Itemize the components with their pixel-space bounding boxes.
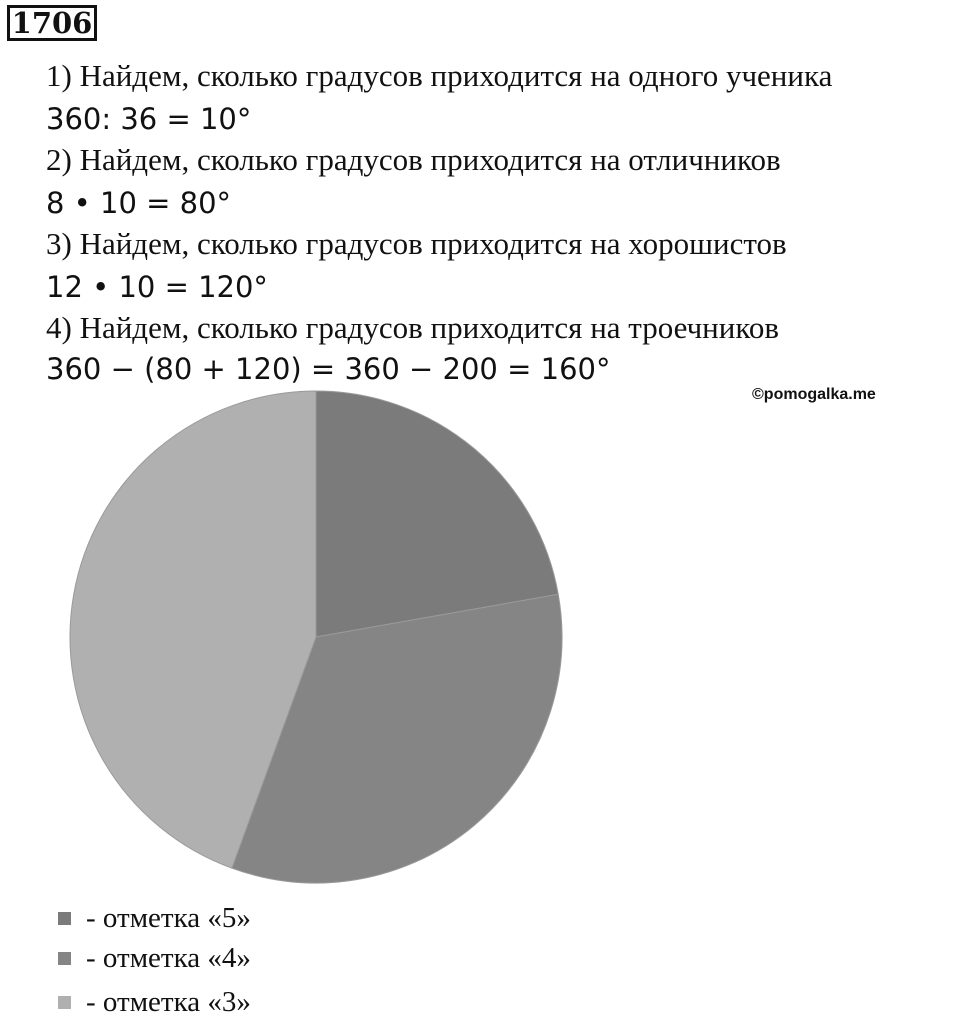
pie-slice-1 [316, 391, 558, 637]
step-1-text: 1) Найдем, сколько градусов приходится на одного ученика [46, 58, 833, 93]
watermark: ©pomogalka.me [752, 386, 876, 403]
legend-label-4: - отметка «4» [86, 942, 251, 974]
step-4-equation: 360 − (80 + 120) = 360 − 200 = 160° [46, 352, 611, 386]
step-2-equation: 8 • 10 = 80° [46, 186, 232, 220]
problem-number: 1706 [7, 5, 97, 41]
legend-swatch-5 [58, 912, 71, 925]
step-2-text: 2) Найдем, сколько градусов приходится на отличников [46, 142, 781, 177]
legend-label-3: - отметка «3» [86, 986, 251, 1018]
legend-label-5: - отметка «5» [86, 902, 251, 934]
legend-swatch-3 [58, 996, 71, 1009]
legend-swatch-4 [58, 952, 71, 965]
step-4-text: 4) Найдем, сколько градусов приходится на троечников [46, 310, 779, 345]
step-3-equation: 12 • 10 = 120° [46, 270, 268, 304]
step-3-text: 3) Найдем, сколько градусов приходится на хорошистов [46, 226, 787, 261]
step-1-equation: 360: 36 = 10° [46, 102, 252, 136]
